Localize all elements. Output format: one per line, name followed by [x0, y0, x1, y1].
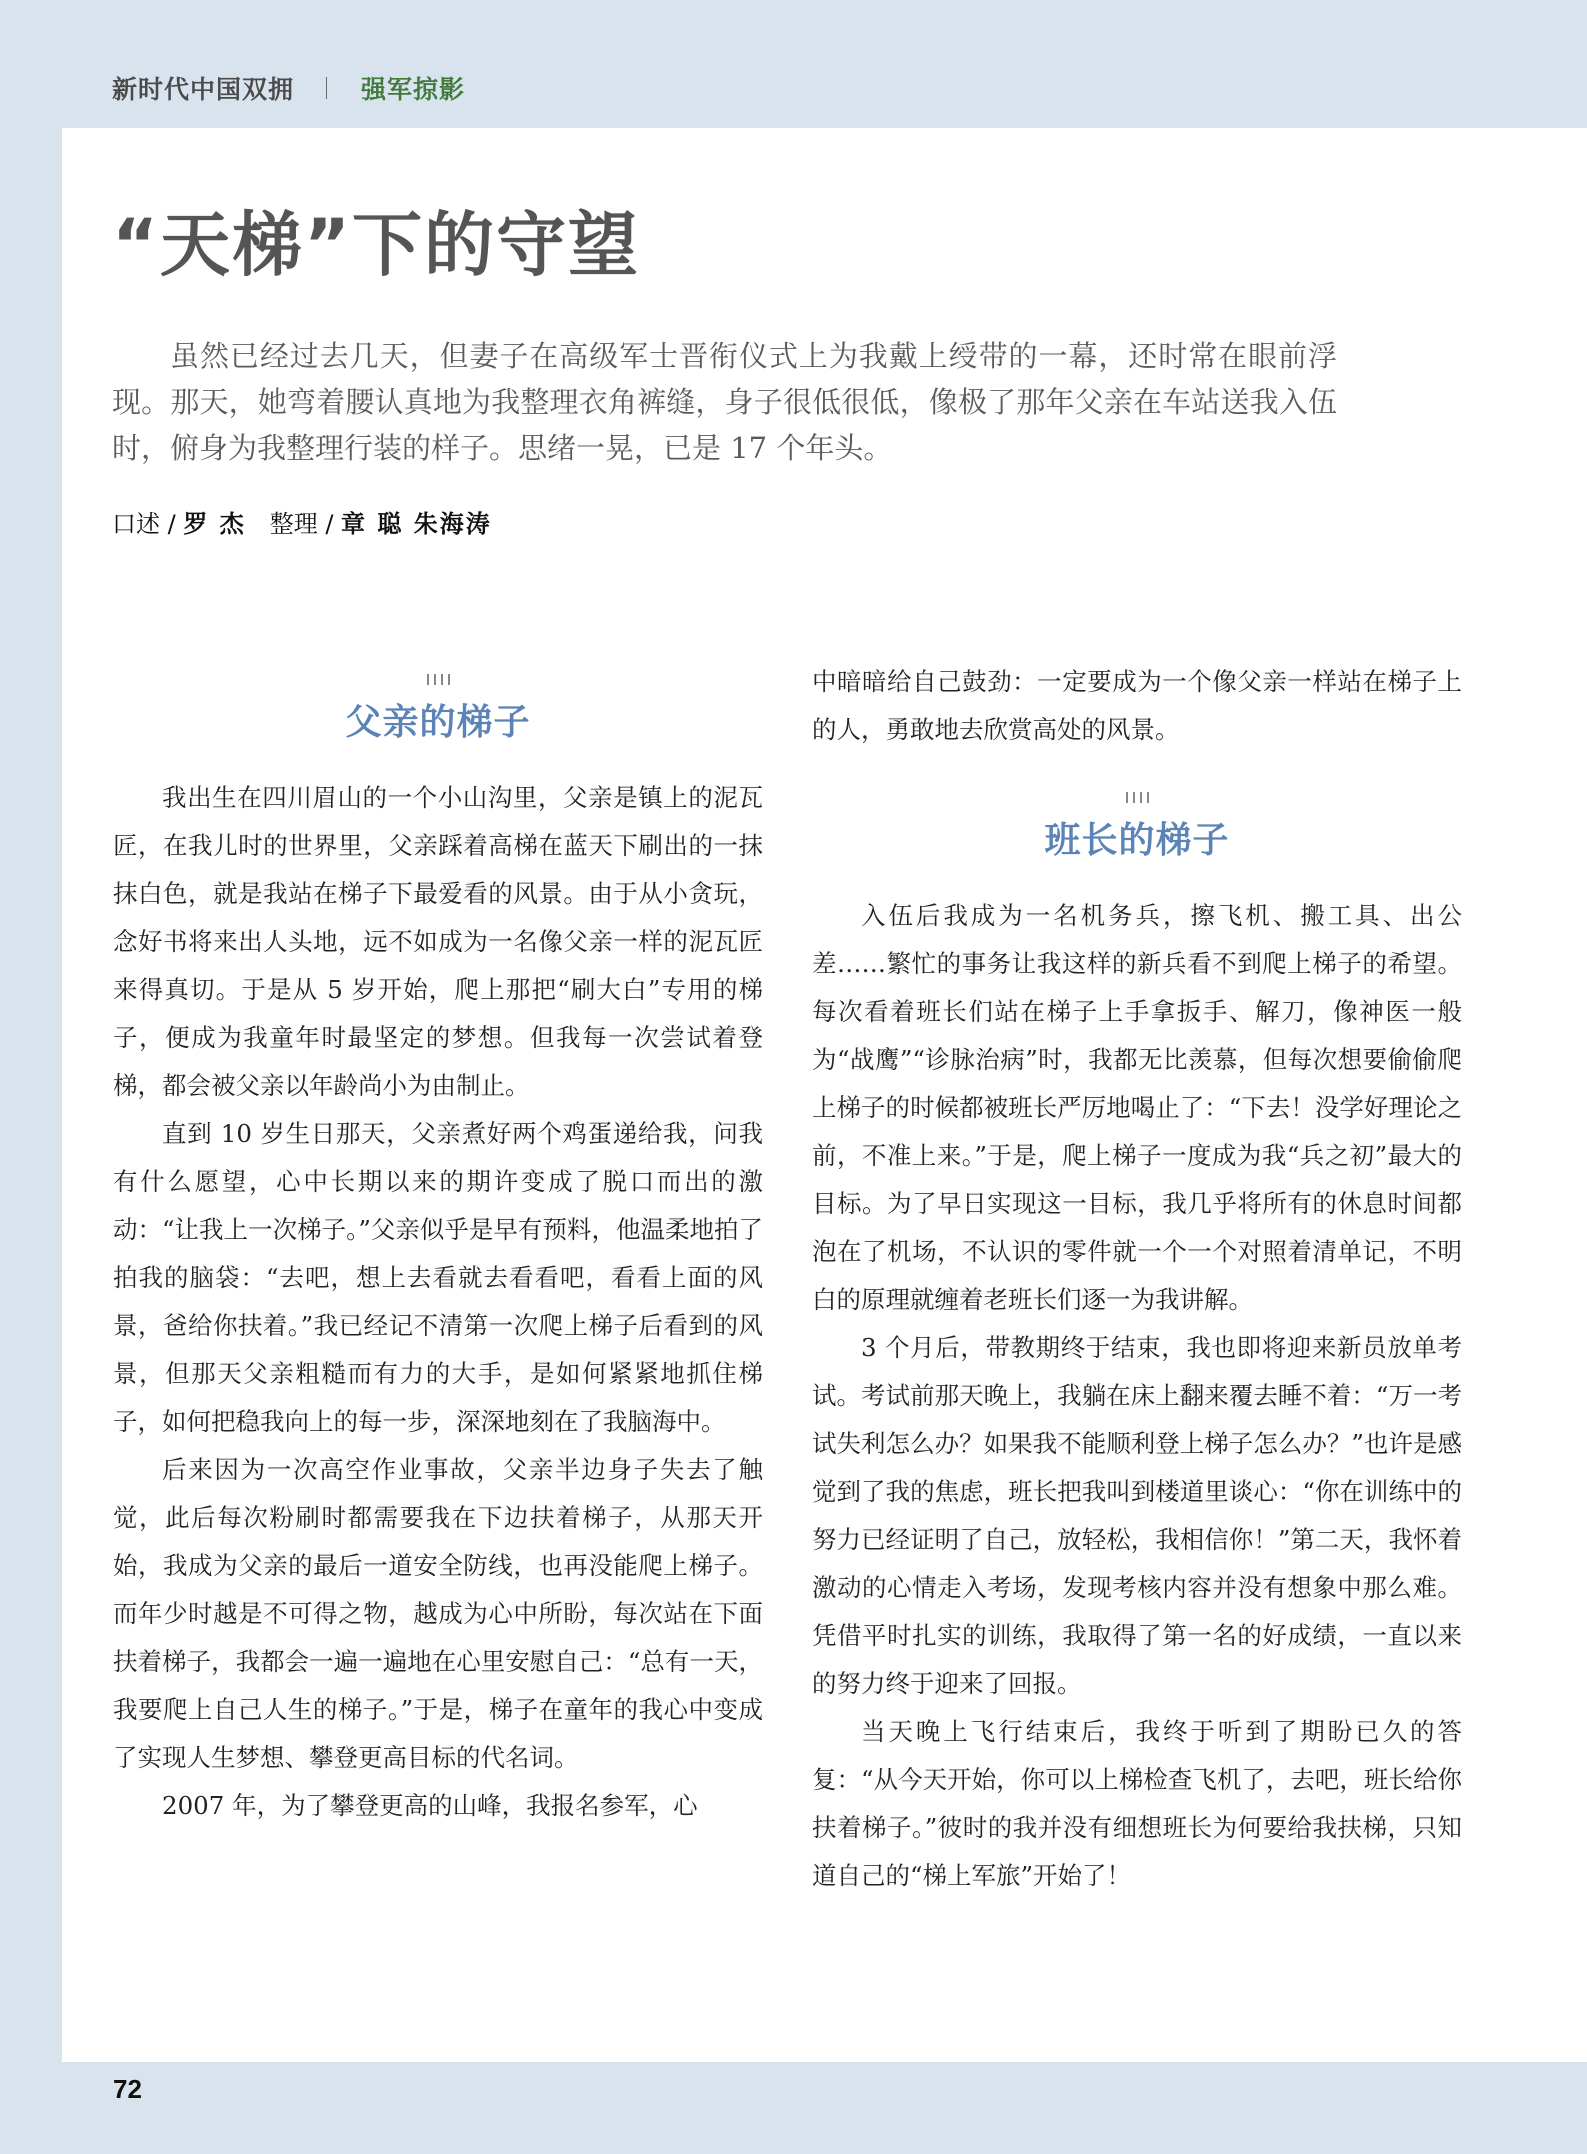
running-header — [112, 68, 465, 108]
paragraph-continued: 中暗暗给自己鼓劲：一定要成为一个像父亲一样站在梯子上的人，勇敢地去欣赏高处的风景。 — [812, 667, 1462, 744]
paragraph: 3 个月后，带教期终于结束，我也即将迎来新员放单考试。考试前那天晚上，我躺在床上翻来覆去睡不着：“万一考试失利怎么办？如果我不能顺利登上梯子怎么办？”也许是感觉到了我的焦虑，班长把我叫到楼道里谈心：“你在训练中的努力已经证明了自己，放轻松，我相信你！”第二天，我怀着激动的心情走入考场，发现考核内容并没有想象中那么难。凭借平时扎实的训练，我取得了第一名的好成绩，一直以来的努力终于迎来了回报。 — [812, 1333, 1462, 1698]
edited-by-label: 整理 / — [269, 510, 342, 538]
editor-names: 章 聪 朱海涛 — [341, 510, 492, 538]
column-name: 强军掠影 — [361, 75, 466, 104]
paragraph: 当天晚上飞行结束后，我终于听到了期盼已久的答复：“从今天开始，你可以上梯检查飞机了，去吧，班长给你扶着梯子。”彼时的我并没有细想班长为何要给我扶梯，只知道自己的“梯上军旅”开始了！ — [812, 1717, 1462, 1890]
page-number: 72 — [113, 2074, 142, 2104]
paragraph: 直到 10 岁生日那天，父亲煮好两个鸡蛋递给我，问我有什么愿望，心中长期以来的期许变成了脱口而出的激动：“让我上一次梯子。”父亲似乎是早有预料，他温柔地拍了拍我的脑袋：“去吧，想上去看就去看看吧，看看上面的风景，爸给你扶着。”我已经记不清第一次爬上梯子后看到的风景，但那天父亲粗糙而有力的大手，是如何紧紧地抓住梯子，如何把稳我向上的每一步，深深地刻在了我脑海中。 — [113, 1119, 763, 1436]
section-marker-icon — [113, 672, 763, 686]
paragraph: 2007 年，为了攀登更高的山峰，我报名参军，心 — [162, 1791, 698, 1820]
byline — [112, 507, 492, 541]
section-title: 父亲的梯子 — [345, 702, 531, 743]
magazine-section-name: 新时代中国双拥 — [112, 75, 295, 104]
section-heading — [812, 790, 1462, 866]
left-column — [113, 672, 763, 1830]
section-heading — [113, 672, 763, 748]
paragraph: 我出生在四川眉山的一个小山沟里，父亲是镇上的泥瓦匠，在我儿时的世界里，父亲踩着高梯在蓝天下刷出的一抹抹白色，就是我站在梯子下最爱看的风景。由于从小贪玩，念好书将来出人头地，远不如成为一名像父亲一样的泥瓦匠来得真切。于是从 5 岁开始，爬上那把“刷大白”专用的梯子，便成为我童年时最坚定的梦想。但我每一次尝试着登梯，都会被父亲以年龄尚小为由制止。 — [113, 783, 763, 1100]
section-title: 班长的梯子 — [1044, 820, 1230, 861]
section-marker-icon — [812, 790, 1462, 804]
narrator-name: 罗 杰 — [183, 510, 246, 538]
header-divider — [326, 77, 327, 99]
narrated-by-label: 口述 / — [112, 510, 184, 538]
paragraph: 入伍后我成为一名机务兵，擦飞机、搬工具、出公差……繁忙的事务让我这样的新兵看不到爬上梯子的希望。每次看着班长们站在梯子上手拿扳手、解刀，像神医一般为“战鹰”“诊脉治病”时，我都无比羡慕，但每次想要偷偷爬上梯子的时候都被班长严厉地喝止了：“下去！没学好理论之前，不准上来。”于是，爬上梯子一度成为我“兵之初”最大的目标。为了早日实现这一目标，我几乎将所有的休息时间都泡在了机场，不认识的零件就一个一个对照着清单记，不明白的原理就缠着老班长们逐一为我讲解。 — [812, 901, 1462, 1314]
article-intro: 虽然已经过去几天，但妻子在高级军士晋衔仪式上为我戴上绶带的一幕，还时常在眼前浮现。那天，她弯着腰认真地为我整理衣角裤缝，身子很低很低，像极了那年父亲在车站送我入伍时，俯身为我整理行装的样子。思绪一晃，已是 17 个年头。 — [112, 339, 1337, 465]
right-column — [812, 658, 1462, 1900]
paragraph: 后来因为一次高空作业事故，父亲半边身子失去了触觉，此后每次粉刷时都需要我在下边扶着梯子，从那天开始，我成为父亲的最后一道安全防线，也再没能爬上梯子。而年少时越是不可得之物，越成为心中所盼，每次站在下面扶着梯子，我都会一遍一遍地在心里安慰自己：“总有一天，我要爬上自己人生的梯子。”于是，梯子在童年的我心中变成了实现人生梦想、攀登更高目标的代名词。 — [113, 1455, 763, 1772]
article-title: “天梯”下的守望 — [112, 204, 641, 286]
